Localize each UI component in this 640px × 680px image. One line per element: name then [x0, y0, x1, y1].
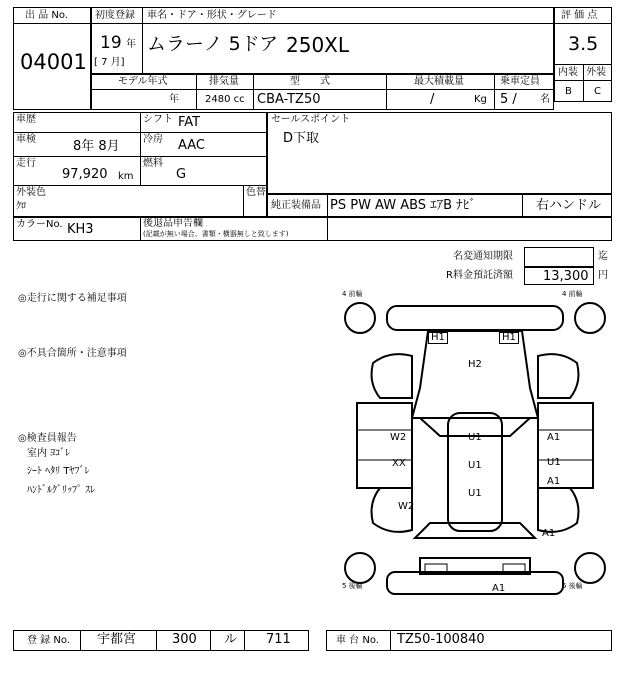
reg-label: 登 録 No. [27, 635, 70, 646]
damage-mark: H1 [428, 332, 448, 344]
damage-mark: A1 [492, 583, 506, 594]
max-load-unit: Kg [474, 94, 487, 105]
lot-label: 出 品 No. [25, 10, 68, 21]
front-left-tire [345, 303, 375, 333]
inspector-report-label: ◎検査員報告 [18, 433, 77, 444]
displacement-label: 排気量 [209, 76, 239, 87]
after-note: (記載が無い場合、書類・横器無しと致します) [143, 230, 289, 238]
car-diagram [340, 288, 610, 598]
reg-number: 711 [266, 632, 291, 647]
type-label: 型 式 [290, 76, 330, 87]
damage-mark: A1 [542, 528, 556, 539]
front-bumper [387, 306, 563, 330]
report-line: 室内 ﾖｺﾞﾚ [27, 448, 71, 459]
shift-label: シフト [143, 114, 173, 125]
sales-point-value: D下取 [283, 131, 320, 146]
left-front-fender [372, 354, 412, 398]
equipment-label: 純正装備品 [271, 200, 321, 211]
recycle-label: R料金預託済額 [446, 270, 513, 281]
shift-value: FAT [178, 115, 201, 130]
lot-number: 04001 [20, 50, 87, 74]
tire-label-rl: 5 後輪 [342, 582, 363, 590]
rear-left-tire [345, 553, 375, 583]
damage-mark: W2 [390, 432, 407, 443]
fuel-value: G [176, 167, 187, 182]
steering-value: 右ハンドル [536, 198, 602, 213]
damage-mark: W2 [398, 501, 415, 512]
reg-kana: ル [224, 632, 238, 647]
after-label: 後退品申告欄 [143, 218, 203, 229]
max-load-value: / [430, 92, 435, 107]
ac-value: AAC [178, 138, 205, 153]
capacity-value: 5 / [500, 92, 517, 107]
rear-right-tire [575, 553, 605, 583]
hood [412, 331, 538, 418]
grade: 250XL [286, 33, 350, 57]
type-value: CBA-TZ50 [257, 92, 321, 107]
score-value: 3.5 [568, 33, 599, 55]
damage-mark: XX [392, 458, 406, 469]
first-reg-month: [ 7 月] [94, 57, 125, 68]
score-label: 評 価 点 [561, 10, 598, 21]
tire-label-rr: 5 後輪 [562, 582, 583, 590]
color-no-box [13, 217, 612, 241]
damage-mark: U1 [468, 460, 482, 471]
capacity-label: 乗車定員 [500, 76, 540, 87]
report-line: ﾊﾝﾄﾞﾙｸﾞﾘｯﾌﾟ ｽﾚ [27, 485, 96, 496]
reg-class: 300 [172, 632, 197, 647]
recycle-value: 13,300 [543, 269, 589, 284]
transfer-field [524, 247, 594, 267]
fuel-label: 燃料 [143, 158, 163, 169]
first-reg-year: 19 [100, 33, 122, 53]
damage-mark: U1 [468, 432, 482, 443]
equipment-value: PS PW AW ABS ｴｱB ﾅﾋﾞ [330, 198, 476, 213]
color-change-label: 色替 [246, 187, 266, 198]
interior-grade: B [565, 86, 572, 97]
exterior-grade: C [594, 86, 601, 97]
damage-mark: U1 [468, 488, 482, 499]
ac-label: 冷房 [143, 134, 163, 145]
transfer-label: 名変通知期限 [453, 251, 513, 262]
car-name: ムラーノ 5ドア [147, 33, 279, 55]
name-label: 車名・ドア・形状・グレード [147, 10, 277, 21]
inspection-label: 車検 [16, 134, 36, 145]
history-label: 車歴 [16, 114, 36, 125]
max-load-label: 最大積載量 [414, 76, 464, 87]
report-line: ｼｰﾄ ﾍﾀﾘ Tﾔﾌﾞﾚ [27, 466, 90, 477]
inspection-value: 8年 8月 [73, 139, 120, 154]
rear-bumper [387, 572, 563, 594]
recycle-unit: 円 [598, 270, 608, 281]
year-unit: 年 [126, 39, 136, 50]
chassis-number: TZ50-100840 [397, 632, 485, 647]
roof [448, 413, 502, 531]
right-rear-fender [538, 488, 578, 532]
color-no-label: カラーNo. [16, 219, 63, 230]
damage-mark: H2 [468, 359, 482, 370]
damage-mark: H1 [499, 332, 519, 344]
model-year-label: モデル年式 [118, 76, 168, 87]
interior-label: 内装 [558, 67, 578, 78]
front-right-tire [575, 303, 605, 333]
transfer-unit: 迄 [598, 251, 608, 262]
first-reg-label: 初度登録 [95, 10, 135, 21]
capacity-unit: 名 [540, 94, 550, 105]
right-front-fender [538, 354, 578, 398]
tire-label-fl: 4 前輪 [342, 290, 363, 298]
damage-mark: A1 [547, 432, 561, 443]
reg-area: 宇都宮 [97, 632, 137, 647]
driving-notes-label: ◎走行に関する補足事項 [18, 293, 127, 304]
model-year-unit: 年 [169, 94, 179, 105]
mileage-value: 97,920 [62, 167, 108, 182]
mileage-label: 走行 [16, 158, 36, 169]
sales-point-label: セールスポイント [271, 114, 351, 125]
color-no-value: KH3 [67, 222, 94, 237]
defect-notes-label: ◎不具合箇所・注意事項 [18, 348, 127, 359]
displacement-value: 2480 cc [205, 94, 245, 105]
mileage-unit: km [118, 171, 134, 182]
damage-mark: U1 [547, 457, 561, 468]
exterior-label: 外装 [586, 67, 606, 78]
ext-color-value: ｸﾛ [16, 201, 26, 212]
damage-mark: A1 [547, 476, 561, 487]
chassis-label: 車 台 No. [336, 635, 379, 646]
tire-label-fr: 4 前輪 [562, 290, 583, 298]
left-doors [357, 403, 412, 488]
ext-color-label: 外装色 [16, 187, 46, 198]
